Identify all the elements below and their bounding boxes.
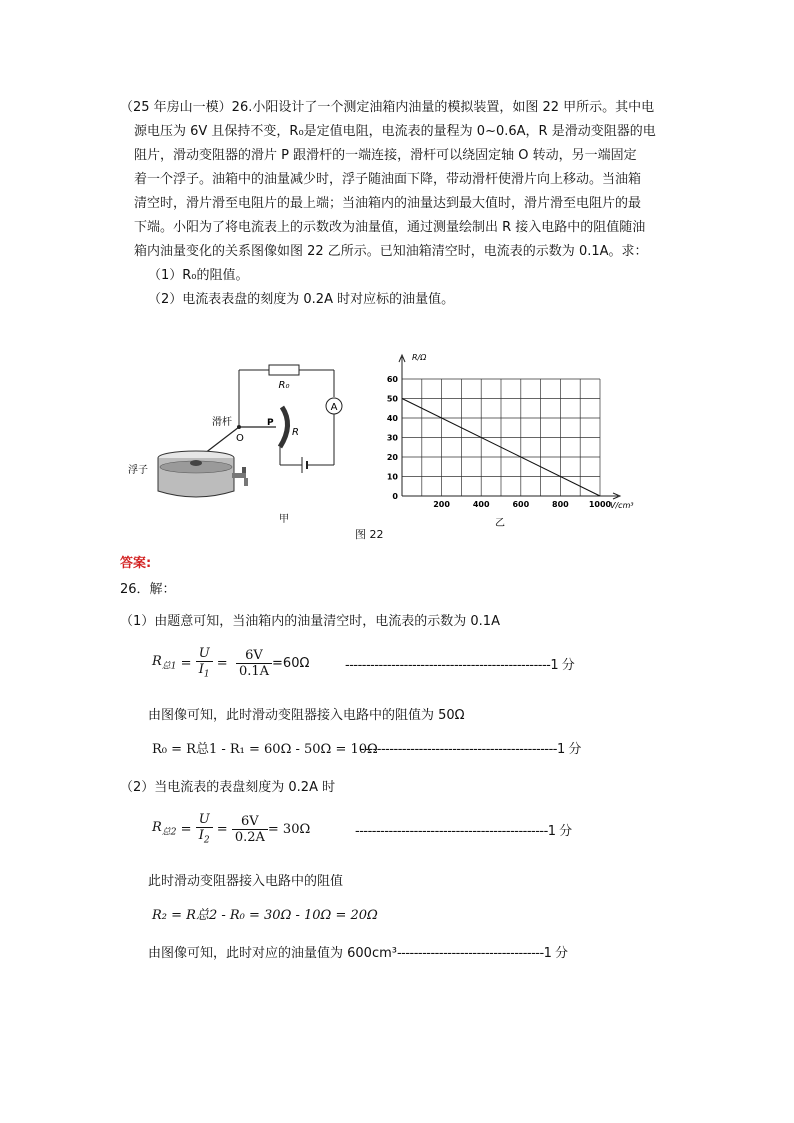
r0-resistor (269, 365, 299, 375)
y-tick-label: 20 (386, 453, 398, 462)
equation-4: R₂ = R总2 - R₀ = 30Ω - 10Ω = 20Ω (152, 908, 378, 923)
resistor-r (280, 407, 288, 447)
y-tick-label: 60 (386, 375, 398, 384)
answer-step-5-text: 由图像可知，此时对应的油量值为 600cm³ (148, 946, 397, 961)
float (190, 460, 202, 466)
slider-label: P (267, 418, 274, 428)
pivot (237, 425, 241, 429)
answer-step-1: （1）由题意可知，当油箱内的油量清空时，电流表的示数为 0.1A (120, 614, 500, 629)
score-1: -------------------------------------------------1 分 (345, 658, 575, 673)
problem-line-3: 阻片，滑动变阻器的滑片 P 跟滑杆的一端连接，滑杆可以绕固定轴 O 转动，另一端固定 (134, 148, 637, 163)
chart-ylabel: R/Ω (412, 353, 427, 362)
x-tick-label: 600 (512, 500, 530, 509)
x-tick-label: 200 (433, 500, 450, 509)
score-3: ----------------------------------------------1 分 (355, 824, 572, 839)
answer-step-5 (148, 942, 568, 961)
rod-label: 滑杆 (212, 417, 232, 428)
chart-ticks (387, 375, 612, 509)
y-tick-label: 0 (392, 492, 398, 501)
circuit-diagram (124, 355, 354, 525)
problem-line-6: 下端。小阳为了将电流表上的示数改为油量值，通过测量绘制出 R 接入电路中的阻值随油 (134, 220, 646, 235)
answer-step-3: （2）当电流表的表盘刻度为 0.2A 时 (120, 780, 336, 795)
answer-head: 26．解： (120, 582, 176, 597)
score-2: -----------------------------------------------1 分 (360, 742, 581, 757)
float-label: 浮子 (128, 465, 148, 476)
y-tick-label: 10 (386, 472, 398, 482)
problem-line-5: 清空时，滑片滑至电阻片的最上端；当油箱内的油量达到最大值时，滑片滑至电阻片的最 (134, 196, 642, 211)
problem-line-2: 源电压为 6V 且保持不变，R₀是定值电阻，电流表的量程为 0~0.6A，R 是滑动变阻器的电 (134, 124, 656, 139)
problem-line-1: （25 年房山一模）26.小阳设计了一个测定油箱内油量的模拟装置，如图 22 甲所示。其中电 (120, 100, 655, 115)
pivot-label: O (236, 433, 244, 444)
r0-label: R₀ (278, 380, 290, 391)
y-tick-label: 50 (386, 394, 398, 404)
y-tick-label: 40 (386, 414, 398, 423)
figure-caption: 图 22 (355, 528, 384, 541)
caption-yi: 乙 (495, 518, 505, 529)
problem-source: （25 年房山一模）26. (120, 100, 253, 115)
chart-grid (399, 355, 620, 499)
answer-step-2: 由图像可知，此时滑动变阻器接入电路中的阻值为 50Ω (148, 708, 465, 723)
resistance-volume-chart (378, 345, 648, 530)
x-tick-label: 400 (472, 500, 490, 509)
question-1: （1）R₀的阻值。 (148, 268, 249, 283)
equation-3: $R_{总2}$ = $\frac{U}{I_2}$ = $\frac{6V}{0.2A}$ = 30Ω (152, 812, 311, 846)
resistor-label: R (292, 427, 299, 438)
score-5: -----------------------------------1 分 (396, 946, 568, 961)
equation-2: R₀ = R总1 - R₁ = 60Ω - 50Ω = 10Ω (152, 742, 378, 757)
problem-line-7: 箱内油量变化的关系图像如图 22 乙所示。已知油箱清空时，电流表的示数为 0.1A。求： (134, 244, 648, 259)
answer-label: 答案: (120, 556, 152, 571)
chart-xlabel: V/cm³ (610, 501, 634, 510)
equation-1: $R_{总1}$ = $\frac{U}{I_1}$ = $\frac{6V}{0.1A}$ =60Ω (152, 646, 310, 680)
answer-step-4: 此时滑动变阻器接入电路中的阻值 (148, 874, 344, 889)
x-tick-label: 800 (552, 500, 569, 509)
x-tick-label: 1000 (588, 500, 612, 509)
caption-jia: 甲 (279, 514, 289, 525)
problem-line-4: 着一个浮子。油箱中的油量减少时，浮子随油面下降，带动滑杆使滑片向上移动。当油箱 (134, 172, 642, 187)
ammeter-label: A (330, 402, 338, 413)
y-tick-label: 30 (386, 433, 398, 443)
question-2: （2）电流表表盘的刻度为 0.2A 时对应标的油量值。 (148, 292, 455, 307)
